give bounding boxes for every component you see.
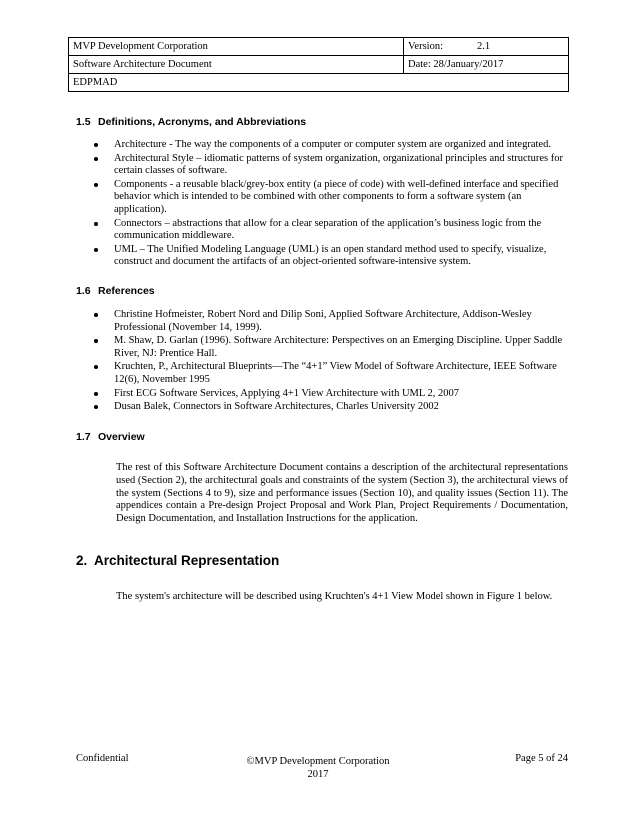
section-number: 1.6 xyxy=(76,285,91,297)
header-doc-title: Software Architecture Document xyxy=(69,56,404,74)
references-list xyxy=(93,309,573,415)
section-title: References xyxy=(98,285,155,297)
list-item: UML – The Unified Modeling Language (UML) is an open standard method used to specify, visualize, construct and document the artifacts of an object-oriented software-intensive system. xyxy=(93,244,573,269)
list-item: Kruchten, P., Architectural Blueprints—The “4+1” View Model of Software Architecture, IEEE Software 12(6), November 1995 xyxy=(93,361,573,386)
header-table xyxy=(68,37,569,92)
section-1-7-heading xyxy=(76,431,145,443)
section-1-5-heading xyxy=(76,116,306,128)
footer-copyright-line: ©MVP Development Corporation xyxy=(246,756,390,767)
footer-page-number: Page 5 of 24 xyxy=(515,753,568,764)
section-number: 2. xyxy=(76,553,88,568)
list-item: Architecture - The way the components of a computer or computer system are organized and integrated. xyxy=(93,139,573,152)
list-item: M. Shaw, D. Garlan (1996). Software Architecture: Perspectives on an Emerging Discipline. Upper Saddle River, NJ: Prentice Hall. xyxy=(93,335,573,360)
header-version-value: 2.1 xyxy=(477,41,491,52)
architecture-paragraph: The system's architecture will be described using Kruchten's 4+1 View Model shown in Figure 1 below. xyxy=(116,591,553,602)
overview-paragraph: The rest of this Software Architecture Document contains a description of the architectural representations used (Section 2), the architectural goals and constraints of the system (Section 3), the architectural views of the system (Sections 4 to 9), size and performance issues (Section 10), and quality issues (Section 11). The appendices contain a Pre-design Project Proposal and Work Plan, Project Requirements / Documentation, Design Documentation, and Installation Instructions for the application. xyxy=(116,462,568,525)
section-title: Architectural Representation xyxy=(94,553,280,568)
section-1-6-heading xyxy=(76,285,155,297)
list-item: First ECG Software Services, Applying 4+1 View Architecture with UML 2, 2007 xyxy=(93,388,573,401)
header-version-label: Version: xyxy=(408,41,443,52)
footer-confidential: Confidential xyxy=(76,753,129,764)
section-number: 1.7 xyxy=(76,431,91,443)
list-item: Christine Hofmeister, Robert Nord and Dilip Soni, Applied Software Architecture, Addison-Wesley Professional (November 14, 1999). xyxy=(93,309,573,334)
definitions-list xyxy=(93,139,573,270)
footer-copyright-year: 2017 xyxy=(307,769,329,780)
header-company: MVP Development Corporation xyxy=(69,38,404,56)
section-number: 1.5 xyxy=(76,116,91,128)
section-title: Definitions, Acronyms, and Abbreviations xyxy=(98,116,307,128)
header-date: Date: 28/January/2017 xyxy=(404,56,569,74)
list-item: Dusan Balek, Connectors in Software Architectures, Charles University 2002 xyxy=(93,401,573,414)
footer-copyright xyxy=(218,755,418,781)
header-version xyxy=(404,38,569,56)
header-doc-code: EDPMAD xyxy=(69,74,569,92)
section-2-heading xyxy=(76,553,279,568)
list-item: Components - a reusable black/grey-box entity (a piece of code) with well-defined interface and specified behavior which is intended to be combined with other components to form a software system (an application). xyxy=(93,179,573,217)
list-item: Architectural Style – idiomatic patterns of system organization, organizational principles and structures for certain classes of software. xyxy=(93,153,573,178)
list-item: Connectors – abstractions that allow for a clear separation of the application’s business logic from the communication middleware. xyxy=(93,218,573,243)
section-title: Overview xyxy=(98,431,145,443)
